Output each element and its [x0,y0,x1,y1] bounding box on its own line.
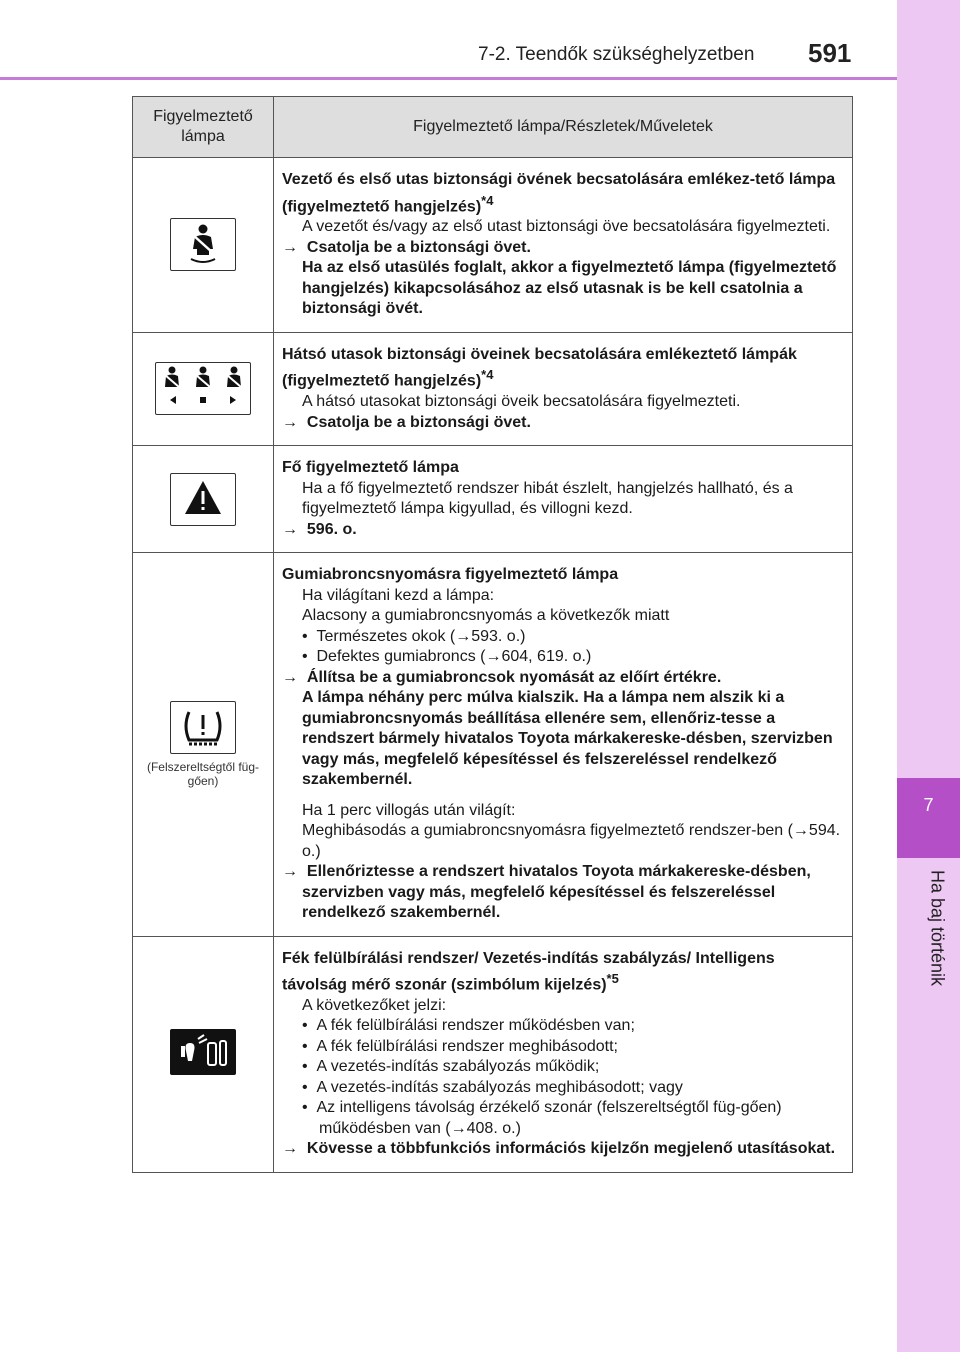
rear-seatbelt-reminder-icon [155,362,251,415]
lamp-title: Hátsó utasok biztonsági öveinek becsatolására emlékeztető lámpák (figyelmeztető hangjelzés)$^{*4}$ [282,345,797,390]
side-tab [897,0,960,1352]
list-item: • Természetes okok (→593. o.) [302,627,526,645]
lamp-cell [133,936,274,1172]
lamp-title: Gumiabroncsnyomásra figyelmeztető lámpa [282,566,619,584]
chapter-label-text: Ha baj történik [927,870,948,987]
details-cell [274,936,853,1172]
chapter-number: 7 [897,778,960,858]
list-item: • Defektes gumiabroncs (→604, 619. o.) [302,648,592,666]
lamp-action: → Ellenőriztesse a rendszert hivatalos Toyota márkakereske-désben, szervizben vagy más, megfelelő képesítéssel és felszereléssel rendelkező szakembernél. [282,863,811,922]
table-row [133,158,853,333]
lamp-description: A hátsó utasokat biztonsági öveik becsatolására figyelmezteti. [302,393,741,411]
lamp-description: Meghibásodás a gumiabroncsnyomásra figyelmeztető rendszer-ben (→594. o.) [302,822,841,860]
lamp-action: → Csatolja be a biztonsági övet. [282,238,531,256]
seatbelt-reminder-icon [170,218,236,271]
lamp-title: Vezető és első utas biztonsági övének becsatolására emlékez-tető lámpa (figyelmeztető hangjelzés)$^{*4}$ [282,171,836,215]
lamp-title: Fő figyelmeztető lámpa [282,459,459,477]
list-item: • A vezetés-indítás szabályozás meghibásodott; vagy [302,1078,683,1096]
lamp-action-note: Ha az első utasülés foglalt, akkor a figyelmeztető lámpa (figyelmeztető hangjelzés) kikapcsolásához az első utasnak is be kell csatolnia a biztonsági övét. [302,259,837,318]
brake-override-icon [170,1029,236,1080]
lamp-cell [133,446,274,553]
chapter-label [897,870,960,1010]
header-divider [0,77,897,80]
lamp-description: A következőket jelzi: [302,996,447,1014]
details-cell [274,332,853,445]
table-header [133,97,853,158]
lamp-action: → Állítsa be a gumiabroncsok nyomását az előírt értékre. [282,668,722,686]
list-item: • Az intelligens távolság érzékelő szonár (felszereltségtől füg-gően) működésben van (→408. o.) [302,1099,782,1137]
col-header-lamp: Figyelmeztető lámpa [133,97,274,158]
table-row [133,553,853,937]
lamp-description: Ha a fő figyelmeztető rendszer hibát észlelt, hangjelzés hallható, és a figyelmeztető lámpa kigyullad, és villogni kezd. [302,479,793,518]
details-cell [274,553,853,937]
col-header-details: Figyelmeztető lámpa/Részletek/Műveletek [274,97,853,158]
page-number: 591 [808,38,852,68]
lamp-description: Ha 1 perc villogás után világít: [302,801,516,819]
list-item: • A fék felülbírálási rendszer működésben van; [302,1017,635,1035]
lamp-cell [133,158,274,333]
lamp-cell [133,553,274,937]
list-item: • A fék felülbírálási rendszer meghibásodott; [302,1037,618,1055]
details-cell [274,446,853,553]
lamp-action: → 596. o. [282,520,357,538]
table-row [133,332,853,445]
availability-caption: (Felszereltségtől füg-gően) [146,759,260,788]
lamp-action-note: A lámpa néhány perc múlva kialszik. Ha a lámpa nem alszik ki a gumiabroncsnyomás beállítása ellenére sem, ellenőriz-tesse a rendszert bármely hivatalos Toyota márkakereske-désben, szervizben vagy más, megfelelő képesítéssel és felszereléssel rendelkező szakembernél. [302,689,833,789]
section-title: 7-2. Teendők szükséghelyzetben [478,44,755,65]
lamp-description: Ha világítani kezd a lámpa: [302,586,495,604]
warning-lamp-table [132,96,853,1173]
table-row [133,446,853,553]
lamp-action: → Kövesse a többfunkciós információs kijelzőn megjelenő utasításokat. [282,1140,836,1158]
lamp-description: A vezetőt és/vagy az első utast biztonsági öve becsatolására figyelmezteti. [302,218,831,236]
table-row [133,936,853,1172]
tire-pressure-warning-icon [170,701,236,754]
lamp-description: Alacsony a gumiabroncsnyomás a következők miatt [302,607,670,625]
master-warning-icon [170,473,236,526]
details-cell [274,158,853,333]
lamp-cell [133,332,274,445]
list-item: • A vezetés-indítás szabályozás működik; [302,1058,600,1076]
lamp-action: → Csatolja be a biztonsági övet. [282,413,531,431]
lamp-title: Fék felülbírálási rendszer/ Vezetés-indítás szabályzás/ Intelligens távolság mérő szonár (szimbólum kijelzés)$^{*5}$ [282,949,775,994]
